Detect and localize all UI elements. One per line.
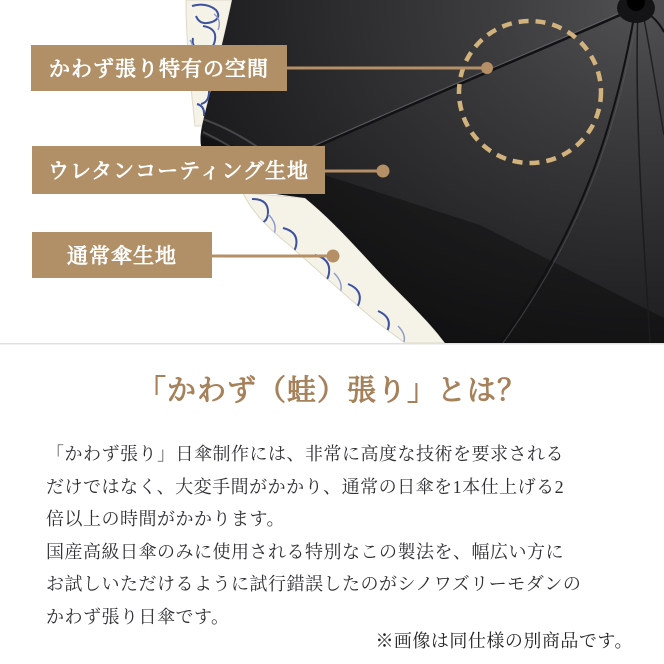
body-paragraph [46, 438, 631, 633]
body-line: お試しいただけるように試行錯誤したのがシノワズリーモダンの [46, 574, 582, 594]
leader-dot-1 [481, 62, 493, 74]
annotation-label-normal-fabric [32, 232, 212, 278]
photo-disclaimer-note: ※画像は同仕様の別商品です。 [375, 631, 633, 651]
annotation-label-text: かわず張り特有の空間 [49, 58, 269, 81]
annotation-label-air-space [31, 45, 287, 91]
annotation-label-text: ウレタンコーティング生地 [47, 160, 310, 183]
annotation-label-urethane-fabric [32, 146, 325, 194]
leader-dot-3 [327, 250, 340, 263]
annotation-label-text: 通常傘生地 [67, 245, 177, 268]
body-line: だけではなく、大変手間がかかり、通常の日傘を1本仕上げる2 [46, 476, 565, 497]
body-line: 「かわず張り」日傘制作には、非常に高度な技術を要求される [46, 444, 564, 464]
body-line: 国産高級日傘のみに使用される特別なこの製法を、幅広い方に [46, 541, 564, 562]
photo-bottom-edge [0, 343, 664, 345]
section-heading: 「かわず（蛙）張り」とは？ [136, 375, 527, 407]
leader-dot-2 [377, 165, 390, 178]
body-line: 倍以上の時間がかかります。 [46, 509, 286, 529]
body-line: かわず張り日傘です。 [46, 606, 230, 627]
